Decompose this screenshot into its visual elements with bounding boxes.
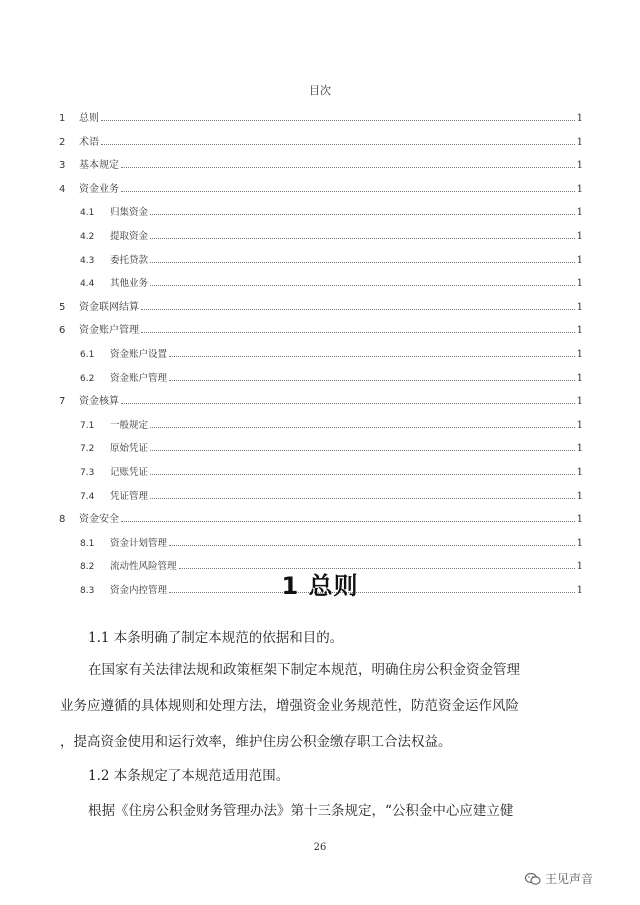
toc-entry-number: 2 <box>59 136 66 148</box>
toc-entry-page: 1 <box>576 183 583 195</box>
toc-entry-page: 1 <box>576 301 583 313</box>
toc-entry[interactable] <box>59 155 583 171</box>
body-line-1: 1.1 本条明确了制定本规范的依据和目的。 <box>88 630 344 646</box>
toc-leader-dots <box>141 331 575 333</box>
toc-entry-label: 资金业务 <box>79 183 119 195</box>
toc-entry-page: 1 <box>576 325 583 337</box>
toc-entry[interactable] <box>80 462 583 478</box>
toc-entry-page: 1 <box>576 443 583 455</box>
toc-entry-number: 5 <box>59 301 66 313</box>
toc-entry-page: 1 <box>576 372 583 384</box>
toc-entry-label: 归集资金 <box>110 207 149 219</box>
toc-entry-page: 1 <box>576 490 583 502</box>
toc-leader-dots <box>121 520 575 522</box>
toc-entry-page: 1 <box>576 254 583 266</box>
toc-entry[interactable] <box>80 438 583 454</box>
toc-entry-number: 8.2 <box>80 562 95 573</box>
body-line-4: ，提高资金使用和运行效率，维护住房公积金缴存职工合法权益。 <box>60 734 452 750</box>
toc-entry-label: 资金账户管理 <box>110 372 168 384</box>
toc-leader-dots <box>150 284 575 286</box>
toc-entry-page: 1 <box>576 514 583 526</box>
toc-entry-label: 资金核算 <box>79 396 119 408</box>
toc-entry[interactable] <box>59 179 583 195</box>
toc-entry-page: 1 <box>576 278 583 290</box>
watermark-text: 王见声音 <box>545 872 594 886</box>
toc-leader-dots <box>169 379 575 381</box>
toc-entry-label: 提取资金 <box>110 231 149 242</box>
toc-entry-number: 1 <box>59 113 66 124</box>
toc-entry-page: 1 <box>576 585 583 596</box>
toc-entry[interactable] <box>80 226 583 242</box>
toc-entry-page: 1 <box>576 467 583 478</box>
toc-entry-number: 6 <box>59 325 66 337</box>
toc-entry-label: 基本规定 <box>79 160 119 172</box>
toc-leader-dots <box>169 544 575 546</box>
toc-entry[interactable] <box>59 509 583 525</box>
toc-leader-dots <box>169 355 575 357</box>
toc-entry-number: 4.4 <box>80 279 95 290</box>
toc-entry-label: 资金账户管理 <box>79 325 139 337</box>
toc-entry-page: 1 <box>576 160 583 172</box>
toc-leader-dots <box>121 402 575 404</box>
toc-entry[interactable] <box>59 297 583 313</box>
toc-entry-number: 4 <box>59 183 66 195</box>
toc-entry-page: 1 <box>576 207 583 219</box>
toc-entry-page: 1 <box>576 396 583 408</box>
toc-entry[interactable] <box>80 486 583 502</box>
toc-leader-dots <box>150 497 575 499</box>
toc-entry-number: 7.2 <box>80 444 95 455</box>
toc-entry-page: 1 <box>576 419 583 431</box>
toc-leader-dots <box>150 261 575 263</box>
body-line-5: 1.2 本条规定了本规范适用范围。 <box>88 768 290 784</box>
toc-entry-number: 4.2 <box>80 232 95 242</box>
toc-entry-number: 7.1 <box>80 420 95 431</box>
toc-entry-number: 8 <box>59 514 66 526</box>
toc-entry[interactable] <box>80 202 583 218</box>
toc-entry-page: 1 <box>576 561 583 573</box>
page-number: 26 <box>313 842 327 853</box>
toc-leader-dots <box>101 143 575 145</box>
toc-entry-page: 1 <box>576 349 583 360</box>
toc-entry-label: 资金账户设置 <box>110 349 168 360</box>
toc-entry-number: 7.4 <box>80 491 95 502</box>
toc-entry-label: 原始凭证 <box>110 443 149 455</box>
toc-entry-number: 6.2 <box>80 373 95 384</box>
toc-leader-dots <box>150 237 575 239</box>
toc-entry-label: 资金安全 <box>79 514 119 526</box>
toc-leader-dots <box>121 190 575 192</box>
toc-leader-dots <box>101 119 575 121</box>
toc-entry-label: 总则 <box>79 113 99 124</box>
toc-title: 目次 <box>309 84 331 97</box>
body-line-6: 根据《住房公积金财务管理办法》第十三条规定，“公积金中心应建立健 <box>88 803 514 819</box>
toc-entry[interactable] <box>80 250 583 266</box>
toc-entry-label: 术语 <box>79 136 99 148</box>
toc-entry-number: 6.1 <box>80 350 95 360</box>
body-line-2: 在国家有关法律法规和政策框架下制定本规范，明确住房公积金资金管理 <box>88 662 520 678</box>
toc-entry-page: 1 <box>576 136 583 148</box>
chapter-title: 1 总则 <box>281 572 359 600</box>
toc-leader-dots <box>150 213 575 215</box>
toc-leader-dots <box>150 473 575 475</box>
toc-entry[interactable] <box>80 415 583 431</box>
toc-entry[interactable] <box>59 132 583 148</box>
toc-entry-number: 3 <box>59 160 66 172</box>
toc-leader-dots <box>141 308 575 310</box>
toc-entry-page: 1 <box>576 231 583 242</box>
toc-entry-label: 资金联网结算 <box>79 301 139 313</box>
toc-entry-label: 委托贷款 <box>110 254 149 266</box>
toc-entry-label: 一般规定 <box>110 419 149 431</box>
toc-leader-dots <box>150 426 575 428</box>
toc-entry[interactable] <box>59 391 583 407</box>
toc-leader-dots <box>150 449 575 451</box>
toc-entry[interactable] <box>59 108 583 124</box>
toc-entry-number: 4.3 <box>80 255 95 266</box>
watermark <box>525 870 593 887</box>
toc-entry-label: 资金内控管理 <box>110 585 168 596</box>
toc-entry-label: 凭证管理 <box>110 490 149 502</box>
toc-entry[interactable] <box>80 273 583 289</box>
toc-entry-page: 1 <box>576 113 583 124</box>
toc-entry-label: 记账凭证 <box>110 467 149 478</box>
toc-leader-dots <box>121 166 575 168</box>
toc-entry-number: 7.3 <box>80 468 95 478</box>
toc-entry[interactable] <box>59 320 583 336</box>
toc-entry[interactable] <box>80 368 583 384</box>
toc-entry-number: 4.1 <box>80 208 95 219</box>
toc-entry-number: 8.1 <box>80 538 95 549</box>
toc-entry-number: 8.3 <box>80 586 95 596</box>
toc-entry-label: 流动性风险管理 <box>110 561 177 573</box>
toc-entry-number: 7 <box>59 396 66 408</box>
wechat-icon <box>525 872 541 886</box>
toc-entry-label: 其他业务 <box>110 278 149 290</box>
body-line-3: 业务应遵循的具体规则和处理方法，增强资金业务规范性，防范资金运作风险 <box>60 698 519 714</box>
toc-entry[interactable] <box>80 344 583 360</box>
toc-entry-page: 1 <box>576 537 583 549</box>
toc-entry-label: 资金计划管理 <box>110 537 168 549</box>
toc-entry[interactable] <box>80 533 583 549</box>
